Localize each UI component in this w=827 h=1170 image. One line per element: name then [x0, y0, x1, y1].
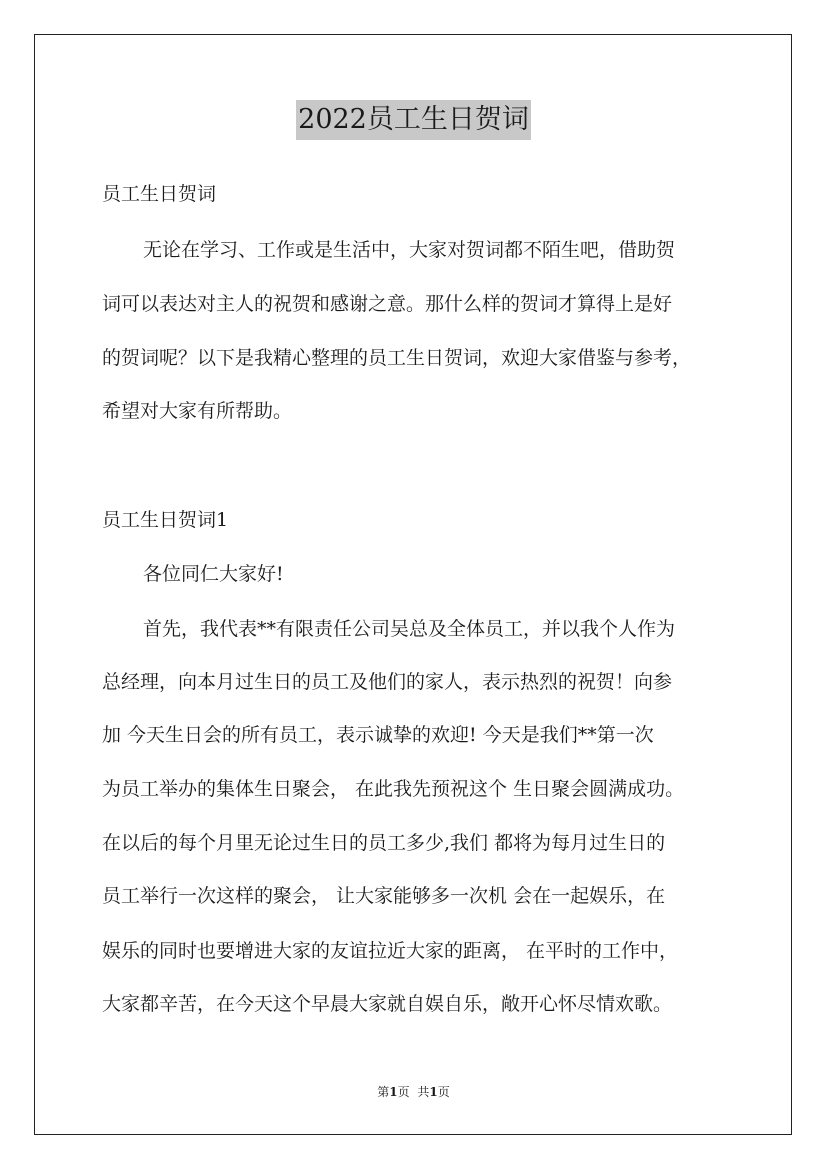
footer-total-prefix: 共 [417, 1085, 430, 1099]
intro-line: 词可以表达对主人的祝贺和感谢之意。那什么样的贺词才算得上是好 [102, 293, 673, 315]
body-line: 为员工举办的集体生日聚会， 在此我先预祝这个 生日聚会圆满成功。 [102, 778, 685, 800]
body-line: 加 今天生日会的所有员工，表示诚挚的欢迎! 今天是我们**第一次 [102, 724, 654, 746]
intro-line: 无论在学习、工作或是生活中，大家对贺词都不陌生吧，借助贺 [143, 239, 676, 261]
footer-page-number: 1 [389, 1085, 398, 1099]
title-container [0, 100, 827, 140]
document-heading: 员工生日贺词 [102, 183, 217, 205]
intro-line: 的贺词呢？以下是我精心整理的员工生日贺词，欢迎大家借鉴与参考， [102, 347, 692, 369]
section-heading: 员工生日贺词1 [102, 509, 229, 531]
body-line: 在以后的每个月里无论过生日的员工多少,我们 都将为每月过生日的 [102, 832, 666, 854]
footer-total-number: 1 [429, 1085, 438, 1099]
footer-total-suffix: 页 [437, 1085, 450, 1099]
body-line: 大家都辛苦，在今天这个早晨大家就自娱自乐，敞开心怀尽情欢歌。 [102, 993, 673, 1015]
document-title: 2022员工生日贺词 [296, 100, 531, 140]
body-line: 员工举行一次这样的聚会， 让大家能够多一次机 会在一起娱乐，在 [102, 885, 666, 907]
footer-page-suffix: 页 [397, 1085, 410, 1099]
intro-line: 希望对大家有所帮助。 [102, 400, 293, 422]
page-footer [0, 1084, 827, 1100]
body-line: 娱乐的同时也要增进大家的友谊拉近大家的距离， 在平时的工作中， [102, 940, 679, 962]
footer-page-prefix: 第 [377, 1085, 390, 1099]
body-line: 首先，我代表**有限责任公司吴总及全体员工，并以我个人作为 [143, 618, 676, 640]
greeting-line: 各位同仁大家好! [143, 563, 284, 585]
body-line: 总经理，向本月过生日的员工及他们的家人，表示热烈的祝贺！向参 [102, 671, 673, 693]
